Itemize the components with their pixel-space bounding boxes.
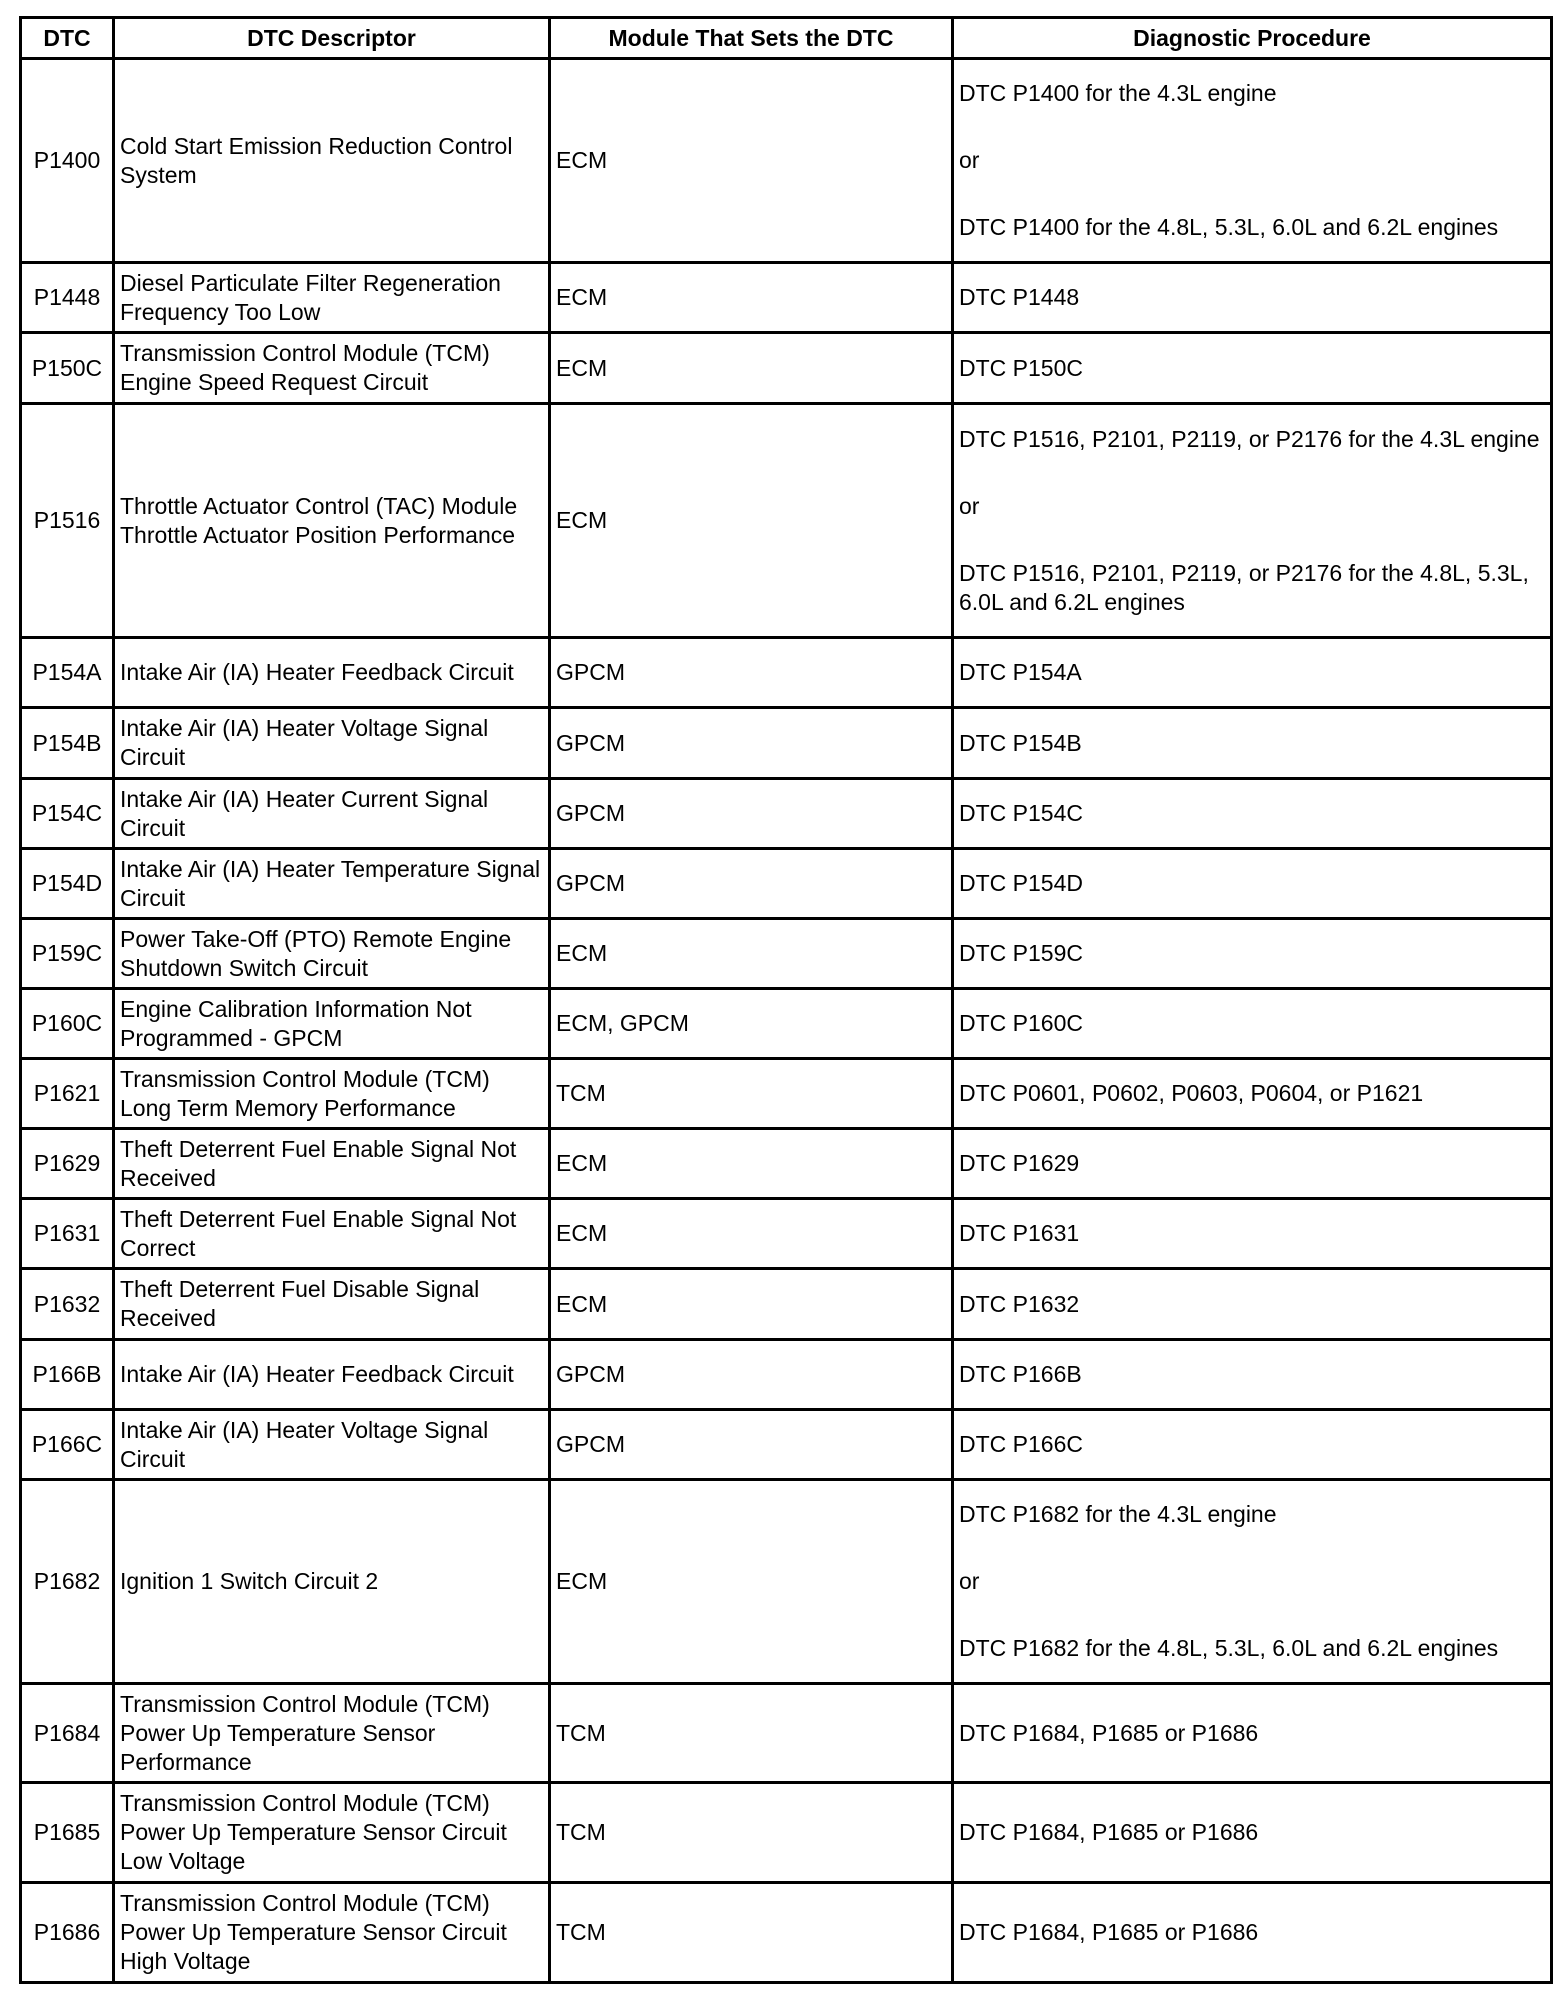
diagnostic-procedure [953,263,1552,333]
diagnostic-procedure [953,1783,1552,1883]
diagnostic-procedure [953,1883,1552,1983]
dtc-code: P1621 [21,1059,114,1129]
diagnostic-procedure [953,849,1552,919]
dtc-descriptor: Theft Deterrent Fuel Disable Signal Received [114,1269,550,1340]
diagnostic-procedure [953,919,1552,989]
dtc-descriptor: Transmission Control Module (TCM) Power Up Temperature Sensor Circuit Low Voltage [114,1783,550,1883]
procedure-line: DTC P1516, P2101, P2119, or P2176 for the 4.8L, 5.3L, 6.0L and 6.2L engines [959,559,1529,615]
procedure-line: DTC P1400 for the 4.8L, 5.3L, 6.0L and 6.2L engines [959,214,1499,240]
dtc-table [19,16,1553,1984]
dtc-code: P154C [21,779,114,849]
module-name: TCM [550,1059,953,1129]
dtc-code: P159C [21,919,114,989]
diagnostic-procedure [953,708,1552,779]
dtc-descriptor: Power Take-Off (PTO) Remote Engine Shutdown Switch Circuit [114,919,550,989]
diagnostic-procedure [953,638,1552,708]
dtc-descriptor: Intake Air (IA) Heater Feedback Circuit [114,638,550,708]
procedure-line: or [959,492,980,519]
table-row [21,1269,1552,1340]
dtc-code: P166B [21,1340,114,1410]
dtc-code: P150C [21,333,114,404]
table-row [21,919,1552,989]
table-row [21,638,1552,708]
table-row [21,1783,1552,1883]
dtc-descriptor: Theft Deterrent Fuel Enable Signal Not Correct [114,1199,550,1269]
module-name: ECM [550,1199,953,1269]
diagnostic-procedure [953,59,1552,263]
dtc-code: P154D [21,849,114,919]
module-name: TCM [550,1684,953,1783]
table-row [21,1480,1552,1684]
dtc-descriptor: Intake Air (IA) Heater Voltage Signal Circuit [114,708,550,779]
dtc-code: P166C [21,1410,114,1480]
module-name: ECM [550,59,953,263]
diagnostic-procedure [953,1269,1552,1340]
procedure-line: DTC P1684, P1685 or P1686 [959,1719,1259,1746]
dtc-descriptor: Cold Start Emission Reduction Control System [114,59,550,263]
table-row [21,1410,1552,1480]
paragraph-gap [959,1529,1545,1567]
paragraph-gap [959,454,1545,492]
dtc-code: P154A [21,638,114,708]
header-dtc: DTC [21,18,114,59]
diagnostic-procedure [953,989,1552,1059]
module-name: ECM [550,404,953,638]
procedure-line: DTC P166C [959,1431,1083,1457]
dtc-code: P154B [21,708,114,779]
procedure-line: DTC P154D [959,870,1083,896]
table-row [21,263,1552,333]
dtc-descriptor: Ignition 1 Switch Circuit 2 [114,1480,550,1684]
module-name: GPCM [550,638,953,708]
dtc-code: P1684 [21,1684,114,1783]
procedure-line: DTC P154B [959,729,1082,756]
paragraph-gap [959,1596,1545,1634]
module-name: ECM [550,919,953,989]
table-row [21,1684,1552,1783]
diagnostic-procedure [953,333,1552,404]
diagnostic-procedure [953,1340,1552,1410]
procedure-line: DTC P166B [959,1361,1082,1387]
table-row [21,59,1552,263]
table-row [21,989,1552,1059]
procedure-line: or [959,1568,980,1594]
dtc-code: P1682 [21,1480,114,1684]
paragraph-gap [959,175,1545,213]
dtc-descriptor: Intake Air (IA) Heater Temperature Signal Circuit [114,849,550,919]
dtc-code: P1448 [21,263,114,333]
module-name: GPCM [550,779,953,849]
procedure-line: DTC P1684, P1685 or P1686 [959,1819,1259,1845]
dtc-descriptor: Throttle Actuator Control (TAC) Module Throttle Actuator Position Performance [114,404,550,638]
dtc-descriptor: Intake Air (IA) Heater Feedback Circuit [114,1340,550,1410]
procedure-line: DTC P1448 [959,284,1080,310]
table-row [21,708,1552,779]
procedure-line: DTC P1682 for the 4.3L engine [959,1501,1277,1527]
diagnostic-procedure [953,404,1552,638]
module-name: GPCM [550,849,953,919]
dtc-code: P1631 [21,1199,114,1269]
dtc-descriptor: Intake Air (IA) Heater Current Signal Circuit [114,779,550,849]
header-module: Module That Sets the DTC [550,18,953,59]
paragraph-gap [959,521,1545,559]
diagnostic-procedure [953,1410,1552,1480]
procedure-line: DTC P0601, P0602, P0603, P0604, or P1621 [959,1080,1424,1106]
diagnostic-procedure [953,1684,1552,1783]
procedure-line: DTC P1516, P2101, P2119, or P2176 for the 4.3L engine [959,425,1540,452]
diagnostic-procedure [953,779,1552,849]
procedure-line: DTC P150C [959,354,1083,381]
procedure-line: DTC P1682 for the 4.8L, 5.3L, 6.0L and 6.2L engines [959,1635,1499,1661]
procedure-line: DTC P1684, P1685 or P1686 [959,1919,1259,1945]
diagnostic-procedure [953,1059,1552,1129]
dtc-code: P1516 [21,404,114,638]
table-header-row [21,18,1552,59]
procedure-line: DTC P160C [959,1010,1083,1036]
dtc-code: P1400 [21,59,114,263]
dtc-descriptor: Transmission Control Module (TCM) Engine Speed Request Circuit [114,333,550,404]
procedure-line: DTC P159C [959,940,1083,966]
table-row [21,779,1552,849]
procedure-line: DTC P1632 [959,1290,1080,1317]
table-row [21,1059,1552,1129]
module-name: ECM [550,1269,953,1340]
dtc-descriptor: Intake Air (IA) Heater Voltage Signal Circuit [114,1410,550,1480]
table-row [21,1883,1552,1983]
procedure-line: DTC P1629 [959,1150,1080,1176]
dtc-code: P1686 [21,1883,114,1983]
module-name: TCM [550,1883,953,1983]
table-row [21,333,1552,404]
dtc-descriptor: Theft Deterrent Fuel Enable Signal Not Received [114,1129,550,1199]
dtc-descriptor: Transmission Control Module (TCM) Long Term Memory Performance [114,1059,550,1129]
module-name: ECM [550,1129,953,1199]
dtc-descriptor: Transmission Control Module (TCM) Power Up Temperature Sensor Performance [114,1684,550,1783]
procedure-line: DTC P1631 [959,1220,1080,1246]
header-descriptor: DTC Descriptor [114,18,550,59]
module-name: GPCM [550,1410,953,1480]
paragraph-gap [959,108,1545,146]
module-name: GPCM [550,708,953,779]
procedure-line: DTC P1400 for the 4.3L engine [959,80,1277,106]
table-row [21,1129,1552,1199]
module-name: ECM [550,263,953,333]
table-row [21,1340,1552,1410]
module-name: GPCM [550,1340,953,1410]
dtc-descriptor: Transmission Control Module (TCM) Power Up Temperature Sensor Circuit High Voltage [114,1883,550,1983]
dtc-code: P1629 [21,1129,114,1199]
dtc-code: P1632 [21,1269,114,1340]
procedure-line: or [959,147,980,173]
dtc-code: P1685 [21,1783,114,1883]
procedure-line: DTC P154A [959,659,1082,685]
dtc-descriptor: Engine Calibration Information Not Programmed - GPCM [114,989,550,1059]
procedure-line: DTC P154C [959,800,1083,826]
diagnostic-procedure [953,1199,1552,1269]
dtc-descriptor: Diesel Particulate Filter Regeneration Frequency Too Low [114,263,550,333]
module-name: TCM [550,1783,953,1883]
table-row [21,404,1552,638]
diagnostic-procedure [953,1129,1552,1199]
header-procedure: Diagnostic Procedure [953,18,1552,59]
diagnostic-procedure [953,1480,1552,1684]
module-name: ECM [550,333,953,404]
table-body [21,59,1552,1983]
module-name: ECM [550,1480,953,1684]
table-row [21,849,1552,919]
table-row [21,1199,1552,1269]
dtc-code: P160C [21,989,114,1059]
module-name: ECM, GPCM [550,989,953,1059]
